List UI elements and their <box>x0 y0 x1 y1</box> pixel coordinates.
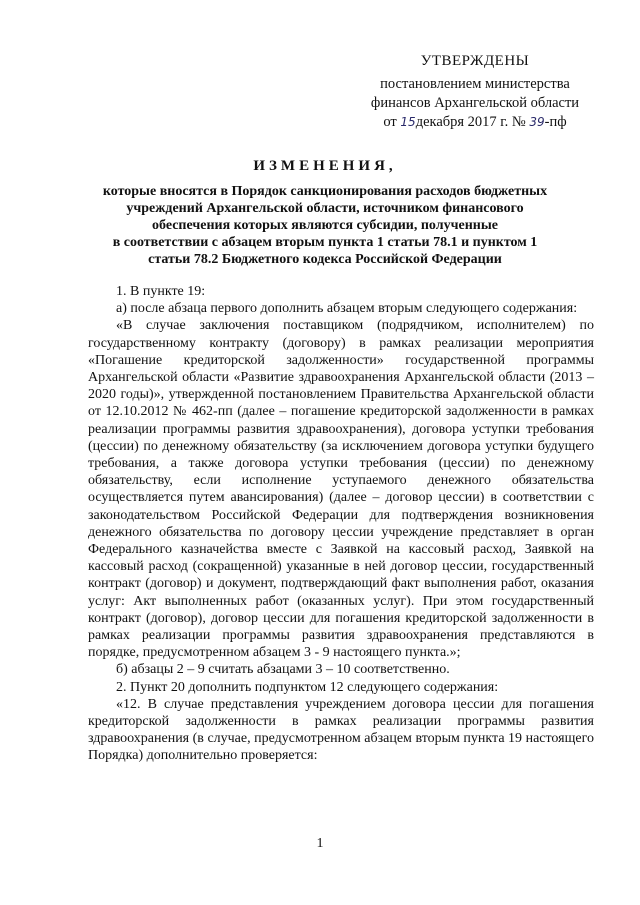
approval-stamp <box>360 52 590 132</box>
title-subtitle-line-2: учреждений Архангельской области, источником финансового <box>126 201 524 216</box>
approval-heading: УТВЕРЖДЕНЫ <box>420 53 530 69</box>
paragraph-item-1a: а) после абзаца первого дополнить абзацем вторым следующего содержания: <box>116 301 578 317</box>
date-prefix: от <box>383 114 397 130</box>
title-subtitle-line-4: в соответствии с абзацем вторым пункта 1 статьи 78.1 и пунктом 1 <box>112 235 538 250</box>
paragraph-item-1b: б) абзацы 2 – 9 считать абзацами 3 – 10 соответственно. <box>116 662 450 678</box>
number-suffix: -пф <box>544 114 567 130</box>
approval-date-line <box>360 113 590 132</box>
page-number: 1 <box>316 836 324 851</box>
title-main: ИЗМЕНЕНИЯ, <box>253 158 397 174</box>
title-subtitle-line-1: которые вносятся в Порядок санкционирования расходов бюджетных <box>102 184 548 199</box>
approval-line-1: постановлением министерства <box>380 76 570 92</box>
document-body <box>88 283 594 765</box>
paragraph-item-12: «12. В случае представления учреждением договора цессии для погашения кредиторской задолженности в рамках реализации программы развития здравоохранения (в случае, предусмотренном абзацем вторым пункта 19 настоящего Порядка) дополнительно проверяется: <box>88 696 594 764</box>
paragraph-item-1: 1. В пункте 19: <box>116 284 206 299</box>
title-subtitle-line-5: статьи 78.2 Бюджетного кодекса Российской Федерации <box>148 252 502 267</box>
approval-line-2: финансов Архангельской области <box>370 95 580 111</box>
date-suffix: декабря 2017 г. № <box>415 114 526 130</box>
handwritten-day: 15 <box>400 115 416 129</box>
title-subtitle-line-3: обеспечения которых являются субсидии, полученные <box>152 218 498 233</box>
document-title <box>90 158 560 268</box>
paragraph-quoted-text: «В случае заключения поставщиком (подрядчиком, исполнителем) по государственному контракту (договору) в рамках реализации мероприятия «Погашение кредиторской задолженности» государственной программы Архангельской области «Развитие здравоохранения Архангельской области (2013 – 2020 годы)», утвержденной постановлением Правительства Архангельской области от 12.10.2012 № 462-пп (далее – погашение кредиторской задолженности в рамках реализации программы развития здравоохранения), договора уступки требования (цессии) по денежному обязательству (за исключением договора уступки будущего требования, а также договора уступки требования (цессии) по денежному обязательству, если исполнение уступаемого денежного обязательства осуществляется путем авансирования) (далее – договор цессии) в соответствии с законодательством Российской Федерации для подтверждения возникновения денежного обязательства по договору цессии учреждение представляет в орган Федерального казначейства вместе с Заявкой на кассовый расход, Заявкой на кассовый расход (сокращенной) указанные в ней договор цессии, государственный контракт (договор) и документ, подтверждающий факт выполнения работ, оказания услуг: Акт выполненных работ (оказанных услуг). При этом государственный контракт (договор), договор цессии для погашения кредиторской задолженности в рамках реализации программы развития здравоохранения представляются в порядке, предусмотренном абзацем 3 - 9 настоящего пункта.»; <box>88 318 594 661</box>
paragraph-item-2: 2. Пункт 20 дополнить подпунктом 12 следующего содержания: <box>116 679 499 695</box>
handwritten-number: 39 <box>529 115 545 129</box>
